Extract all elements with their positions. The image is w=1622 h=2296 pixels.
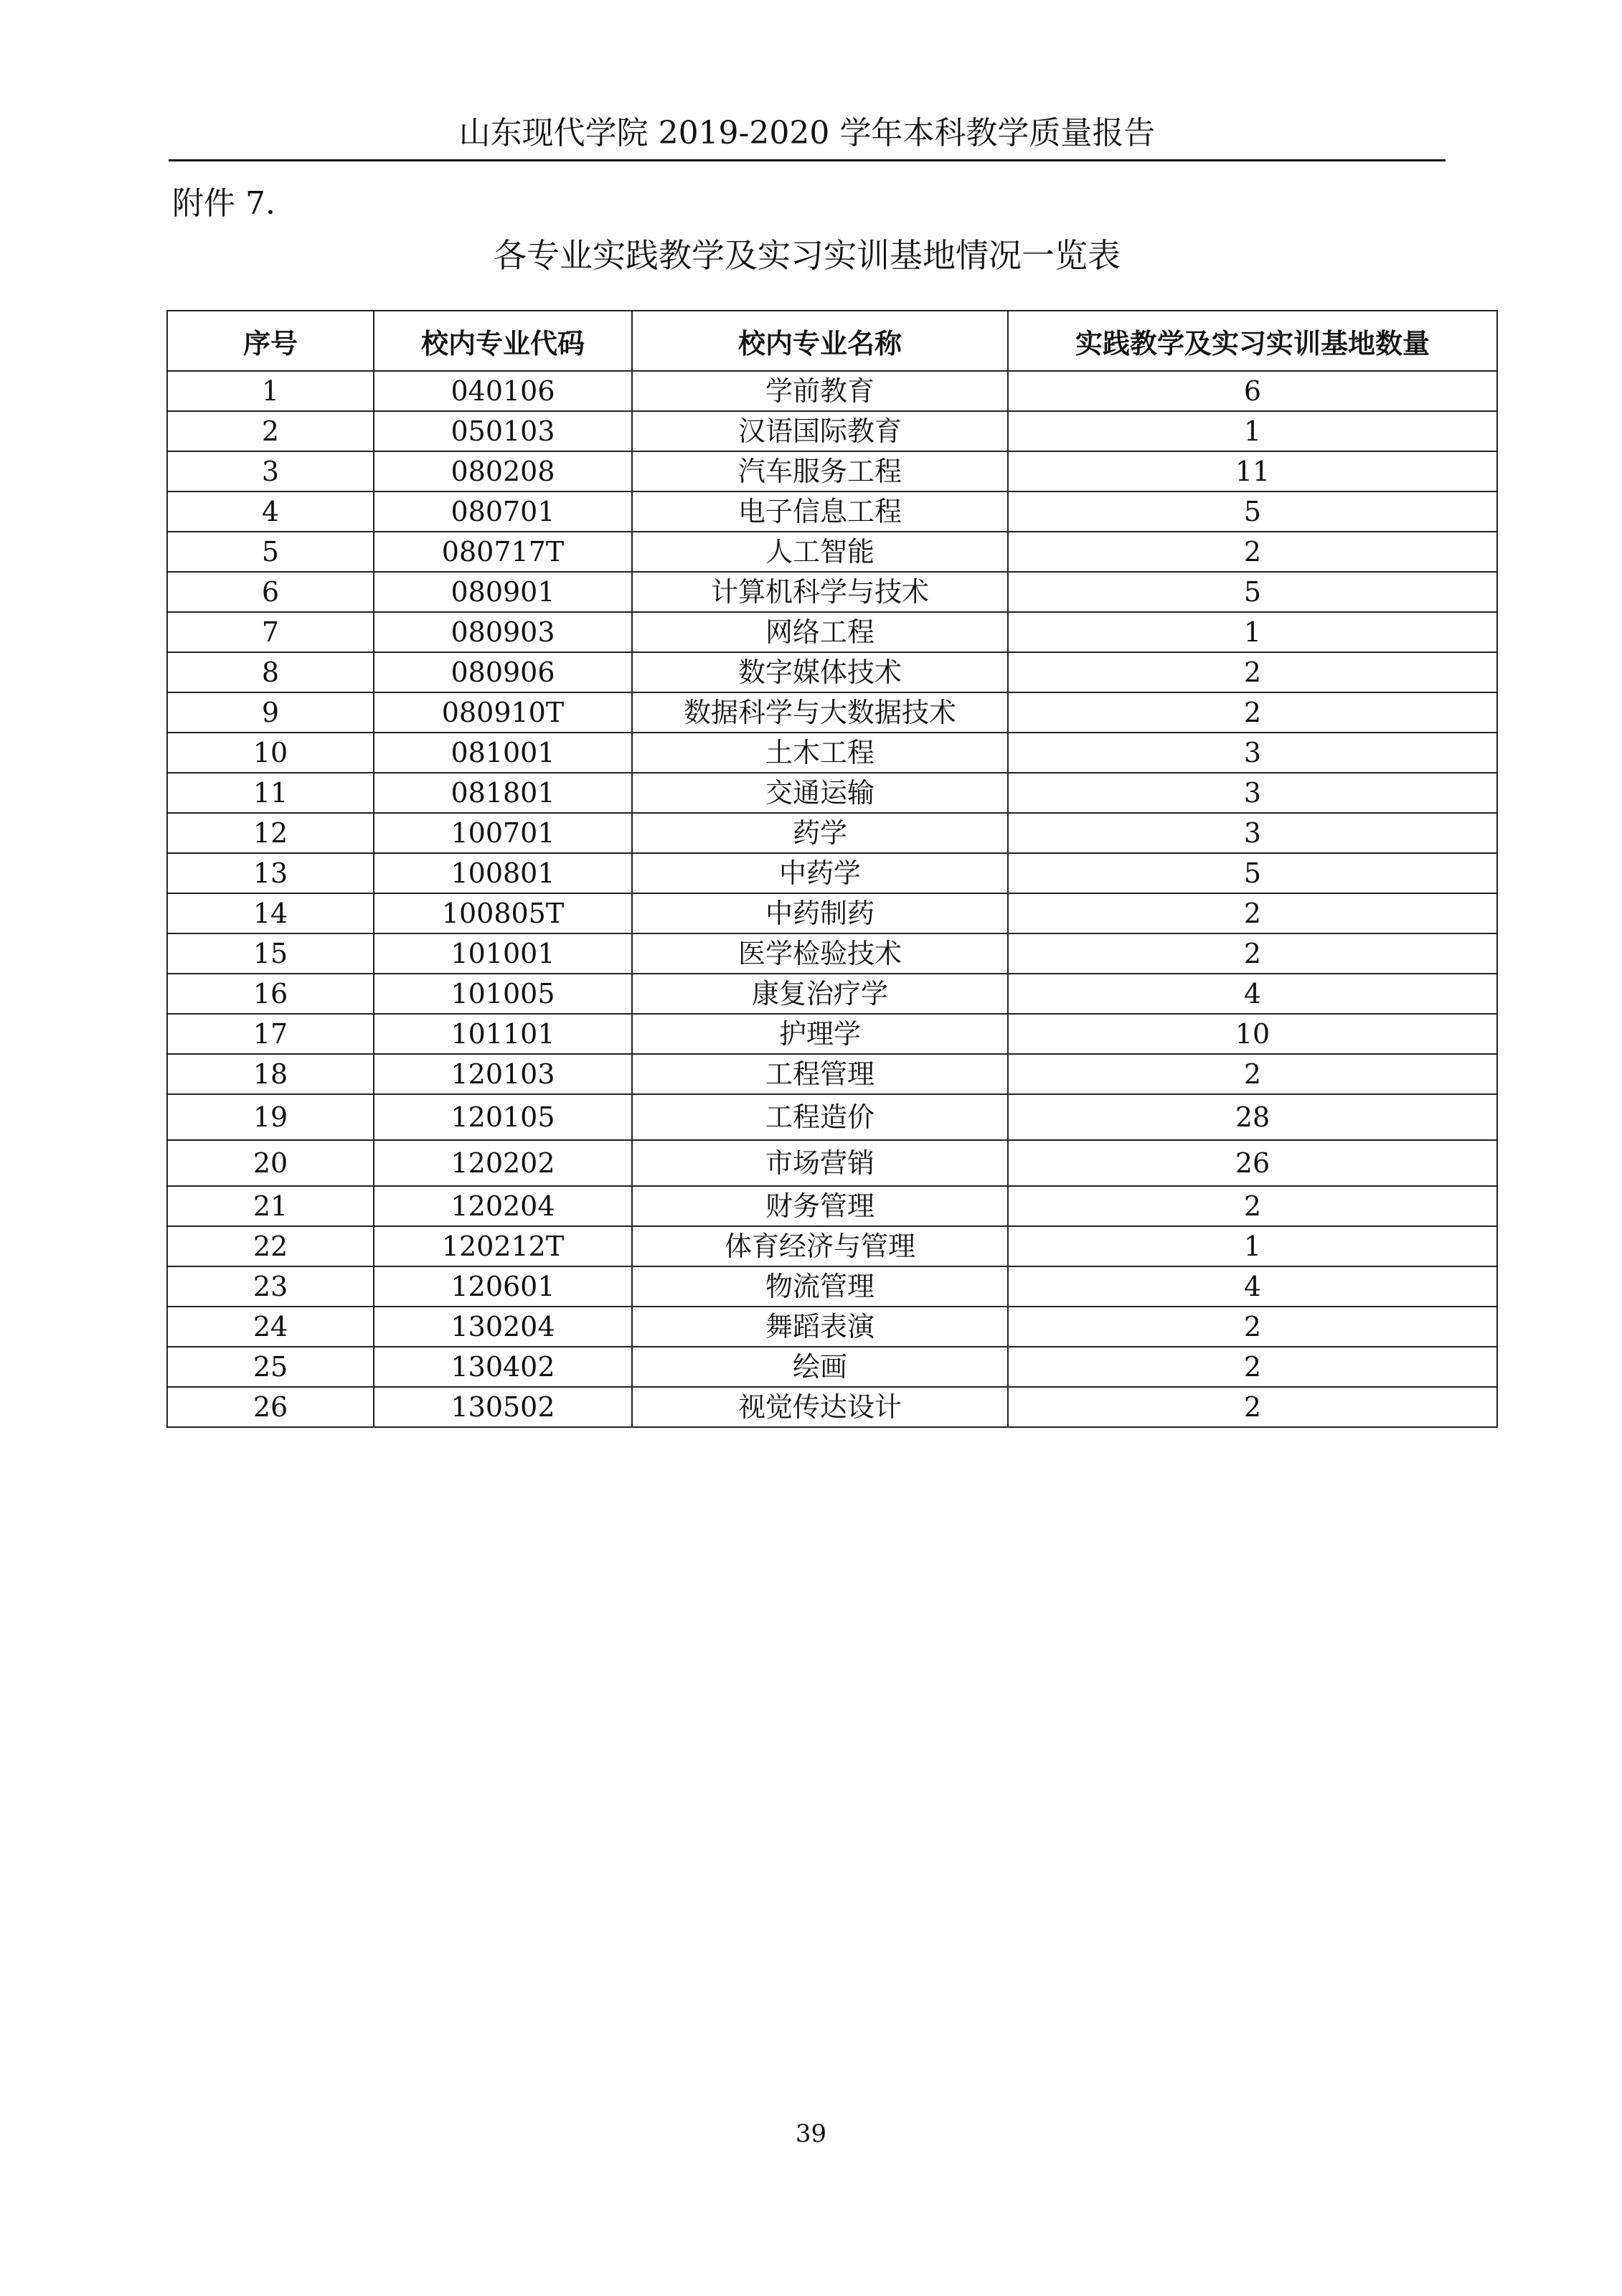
index-cell: 20 (167, 1140, 374, 1186)
index-cell: 3 (167, 451, 374, 491)
index-cell: 4 (167, 491, 374, 532)
table-row (167, 813, 1497, 853)
table-row (167, 572, 1497, 612)
major-code-cell: 080701 (374, 491, 632, 532)
index-cell: 8 (167, 652, 374, 692)
base-count-cell: 5 (1008, 853, 1497, 893)
page-number: 39 (795, 2119, 827, 2148)
major-code-cell: 101101 (374, 1014, 632, 1054)
index-cell: 7 (167, 612, 374, 652)
major-code-cell: 100701 (374, 813, 632, 853)
major-code-cell: 080910T (374, 692, 632, 733)
base-count-cell: 5 (1008, 491, 1497, 532)
index-cell: 5 (167, 532, 374, 572)
major-code-cell: 040106 (374, 371, 632, 411)
table-row (167, 974, 1497, 1014)
table-row (167, 1094, 1497, 1140)
index-cell: 12 (167, 813, 374, 853)
base-count-cell: 2 (1008, 1387, 1497, 1427)
major-name-cell: 舞蹈表演 (632, 1307, 1008, 1347)
major-name-cell: 体育经济与管理 (632, 1226, 1008, 1266)
index-cell: 25 (167, 1347, 374, 1387)
major-code-cell: 120103 (374, 1054, 632, 1094)
major-name-cell: 绘画 (632, 1347, 1008, 1387)
base-count-cell: 2 (1008, 692, 1497, 733)
major-name-cell: 交通运输 (632, 773, 1008, 813)
major-name-cell: 工程管理 (632, 1054, 1008, 1094)
index-cell: 19 (167, 1094, 374, 1140)
major-name-cell: 康复治疗学 (632, 974, 1008, 1014)
column-header-index: 序号 (167, 311, 374, 371)
attachment-label: 附件 7. (172, 185, 275, 222)
major-name-cell: 视觉传达设计 (632, 1387, 1008, 1427)
major-code-cell: 050103 (374, 411, 632, 451)
base-count-cell: 2 (1008, 1307, 1497, 1347)
table-row (167, 1226, 1497, 1266)
table-title: 各专业实践教学及实习实训基地情况一览表 (494, 236, 1121, 275)
base-count-cell: 4 (1008, 1266, 1497, 1307)
major-name-cell: 医学检验技术 (632, 933, 1008, 974)
major-code-cell: 081001 (374, 733, 632, 773)
table-row (167, 853, 1497, 893)
index-cell: 6 (167, 572, 374, 612)
index-cell: 9 (167, 692, 374, 733)
base-count-cell: 28 (1008, 1094, 1497, 1140)
major-name-cell: 学前教育 (632, 371, 1008, 411)
report-header-title: 山东现代学院 2019-2020 学年本科教学质量报告 (458, 115, 1156, 151)
base-count-cell: 2 (1008, 893, 1497, 933)
index-cell: 14 (167, 893, 374, 933)
base-count-cell: 10 (1008, 1014, 1497, 1054)
index-cell: 16 (167, 974, 374, 1014)
major-name-cell: 护理学 (632, 1014, 1008, 1054)
base-count-cell: 2 (1008, 1347, 1497, 1387)
major-code-cell: 120105 (374, 1094, 632, 1140)
column-header-base-count: 实践教学及实习实训基地数量 (1008, 311, 1497, 371)
table-row (167, 692, 1497, 733)
major-code-cell: 120204 (374, 1186, 632, 1226)
table-row (167, 451, 1497, 491)
major-name-cell: 电子信息工程 (632, 491, 1008, 532)
major-code-cell: 100805T (374, 893, 632, 933)
base-count-cell: 5 (1008, 572, 1497, 612)
major-code-cell: 080901 (374, 572, 632, 612)
table-row (167, 1266, 1497, 1307)
table-row (167, 1054, 1497, 1094)
base-count-cell: 3 (1008, 773, 1497, 813)
major-name-cell: 中药学 (632, 853, 1008, 893)
base-count-cell: 1 (1008, 612, 1497, 652)
major-name-cell: 中药制药 (632, 893, 1008, 933)
index-cell: 18 (167, 1054, 374, 1094)
base-count-cell: 2 (1008, 1054, 1497, 1094)
table-row (167, 491, 1497, 532)
major-name-cell: 数据科学与大数据技术 (632, 692, 1008, 733)
table-row (167, 532, 1497, 572)
table-row (167, 1347, 1497, 1387)
major-name-cell: 汽车服务工程 (632, 451, 1008, 491)
major-code-cell: 130204 (374, 1307, 632, 1347)
index-cell: 11 (167, 773, 374, 813)
base-count-cell: 1 (1008, 411, 1497, 451)
base-count-cell: 4 (1008, 974, 1497, 1014)
base-count-cell: 2 (1008, 933, 1497, 974)
header-divider (169, 159, 1446, 161)
practice-base-table (166, 310, 1498, 1428)
base-count-cell: 1 (1008, 1226, 1497, 1266)
index-cell: 17 (167, 1014, 374, 1054)
table-row (167, 612, 1497, 652)
major-code-cell: 130402 (374, 1347, 632, 1387)
major-code-cell: 080906 (374, 652, 632, 692)
table-row (167, 733, 1497, 773)
major-code-cell: 080903 (374, 612, 632, 652)
major-name-cell: 汉语国际教育 (632, 411, 1008, 451)
major-name-cell: 数字媒体技术 (632, 652, 1008, 692)
index-cell: 23 (167, 1266, 374, 1307)
base-count-cell: 2 (1008, 532, 1497, 572)
base-count-cell: 3 (1008, 733, 1497, 773)
major-code-cell: 080717T (374, 532, 632, 572)
major-name-cell: 土木工程 (632, 733, 1008, 773)
table-row (167, 1387, 1497, 1427)
practice-base-table-container (166, 310, 1496, 1428)
table-row (167, 652, 1497, 692)
major-code-cell: 080208 (374, 451, 632, 491)
major-name-cell: 物流管理 (632, 1266, 1008, 1307)
major-name-cell: 工程造价 (632, 1094, 1008, 1140)
major-code-cell: 100801 (374, 853, 632, 893)
major-name-cell: 市场营销 (632, 1140, 1008, 1186)
major-code-cell: 120601 (374, 1266, 632, 1307)
table-row (167, 933, 1497, 974)
table-row (167, 773, 1497, 813)
index-cell: 15 (167, 933, 374, 974)
table-row (167, 371, 1497, 411)
table-row (167, 1014, 1497, 1054)
index-cell: 13 (167, 853, 374, 893)
major-code-cell: 120212T (374, 1226, 632, 1266)
table-row (167, 1307, 1497, 1347)
major-code-cell: 101005 (374, 974, 632, 1014)
table-body (167, 371, 1497, 1427)
base-count-cell: 6 (1008, 371, 1497, 411)
major-name-cell: 药学 (632, 813, 1008, 853)
index-cell: 22 (167, 1226, 374, 1266)
index-cell: 1 (167, 371, 374, 411)
table-row (167, 1186, 1497, 1226)
table-row (167, 1140, 1497, 1186)
major-code-cell: 120202 (374, 1140, 632, 1186)
base-count-cell: 11 (1008, 451, 1497, 491)
index-cell: 21 (167, 1186, 374, 1226)
base-count-cell: 2 (1008, 652, 1497, 692)
column-header-major-name: 校内专业名称 (632, 311, 1008, 371)
table-row (167, 893, 1497, 933)
base-count-cell: 3 (1008, 813, 1497, 853)
major-name-cell: 网络工程 (632, 612, 1008, 652)
major-name-cell: 财务管理 (632, 1186, 1008, 1226)
major-code-cell: 081801 (374, 773, 632, 813)
index-cell: 10 (167, 733, 374, 773)
index-cell: 26 (167, 1387, 374, 1427)
major-code-cell: 101001 (374, 933, 632, 974)
column-header-major-code: 校内专业代码 (374, 311, 632, 371)
table-row (167, 411, 1497, 451)
major-name-cell: 计算机科学与技术 (632, 572, 1008, 612)
table-header-row (167, 311, 1497, 371)
base-count-cell: 2 (1008, 1186, 1497, 1226)
index-cell: 2 (167, 411, 374, 451)
major-name-cell: 人工智能 (632, 532, 1008, 572)
major-code-cell: 130502 (374, 1387, 632, 1427)
index-cell: 24 (167, 1307, 374, 1347)
base-count-cell: 26 (1008, 1140, 1497, 1186)
